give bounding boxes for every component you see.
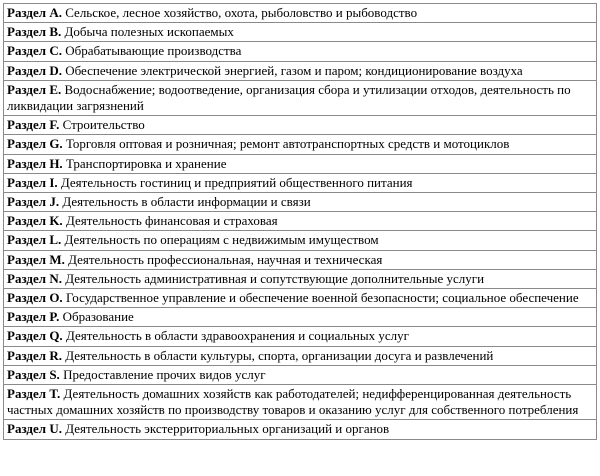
section-description: Транспортировка и хранение: [62, 155, 227, 171]
table-cell: [4, 365, 597, 384]
section-description: Строительство: [59, 117, 145, 133]
section-code: Раздел P.: [7, 309, 60, 325]
table-cell: [4, 327, 597, 346]
table-cell: [4, 154, 597, 173]
section-description: Добыча полезных ископаемых: [61, 24, 234, 40]
section-code: Раздел E.: [7, 81, 62, 97]
section-code: Раздел C.: [7, 43, 62, 59]
section-description: Деятельность гостиниц и предприятий общественного питания: [57, 174, 413, 190]
section-description: Деятельность финансовая и страховая: [62, 213, 278, 229]
section-code: Раздел J.: [7, 194, 60, 210]
section-description: Деятельность экстерриториальных организаций и органов: [61, 421, 390, 437]
table-row: [4, 308, 597, 327]
section-description: Водоснабжение; водоотведение, организация сбора и утилизации отходов, деятельность по ликвидации загрязнений: [7, 81, 571, 114]
table-cell: [4, 420, 597, 439]
table-row: [4, 173, 597, 192]
table-row: [4, 365, 597, 384]
table-row: [4, 289, 597, 308]
sections-table-body: [4, 4, 597, 440]
section-description: Обрабатывающие производства: [61, 43, 242, 59]
section-code: Раздел F.: [7, 117, 60, 133]
table-cell: [4, 385, 597, 420]
table-cell: [4, 135, 597, 154]
table-row: [4, 135, 597, 154]
table-cell: [4, 212, 597, 231]
section-description: Деятельность в области информации и связи: [59, 194, 311, 210]
table-cell: [4, 173, 597, 192]
section-description: Обеспечение электрической энергией, газом и паром; кондиционирование воздуха: [61, 62, 523, 78]
table-cell: [4, 23, 597, 42]
section-code: Раздел G.: [7, 136, 63, 152]
section-code: Раздел H.: [7, 155, 63, 171]
section-code: Раздел A.: [7, 5, 62, 20]
table-row: [4, 80, 597, 115]
section-code: Раздел R.: [7, 347, 62, 363]
table-row: [4, 420, 597, 439]
section-description: Предоставление прочих видов услуг: [59, 366, 266, 382]
section-description: Деятельность домашних хозяйств как работодателей; недифференцированная деятельность частных домашних хозяйств по производству товаров и оказанию услуг для собственного потребления: [7, 386, 579, 418]
section-description: Деятельность в области здравоохранения и социальных услуг: [62, 328, 409, 344]
section-description: Образование: [59, 309, 134, 325]
table-row: [4, 4, 597, 23]
table-row: [4, 327, 597, 346]
table-cell: [4, 308, 597, 327]
section-code: Раздел K.: [7, 213, 63, 229]
table-row: [4, 193, 597, 212]
table-cell: [4, 250, 597, 269]
section-code: Раздел N.: [7, 270, 62, 286]
section-code: Раздел B.: [7, 24, 62, 40]
table-row: [4, 116, 597, 135]
sections-table: [3, 3, 597, 440]
table-cell: [4, 289, 597, 308]
section-description: Деятельность по операциям с недвижимым имуществом: [61, 232, 379, 248]
section-description: Государственное управление и обеспечение военной безопасности; социальное обеспечение: [62, 290, 579, 306]
table-row: [4, 385, 597, 420]
table-row: [4, 269, 597, 288]
table-cell: [4, 269, 597, 288]
table-cell: [4, 80, 597, 115]
section-code: Раздел S.: [7, 366, 60, 382]
table-cell: [4, 116, 597, 135]
table-cell: [4, 193, 597, 212]
section-description: Сельское, лесное хозяйство, охота, рыболовство и рыбоводство: [61, 5, 418, 20]
table-row: [4, 61, 597, 80]
section-code: Раздел D.: [7, 62, 62, 78]
table-cell: [4, 4, 597, 23]
section-code: Раздел O.: [7, 290, 63, 306]
table-row: [4, 346, 597, 365]
section-code: Раздел T.: [7, 386, 61, 402]
section-description: Торговля оптовая и розничная; ремонт автотранспортных средств и мотоциклов: [62, 136, 510, 152]
section-code: Раздел I.: [7, 174, 58, 190]
table-row: [4, 250, 597, 269]
section-code: Раздел L.: [7, 232, 62, 248]
table-cell: [4, 231, 597, 250]
table-row: [4, 23, 597, 42]
table-cell: [4, 346, 597, 365]
table-row: [4, 231, 597, 250]
section-code: Раздел M.: [7, 251, 65, 267]
table-row: [4, 42, 597, 61]
table-row: [4, 212, 597, 231]
section-description: Деятельность административная и сопутствующие дополнительные услуги: [61, 270, 485, 286]
table-row: [4, 154, 597, 173]
section-description: Деятельность профессиональная, научная и техническая: [64, 251, 383, 267]
section-code: Раздел Q.: [7, 328, 63, 344]
table-cell: [4, 42, 597, 61]
section-description: Деятельность в области культуры, спорта, организации досуга и развлечений: [61, 347, 494, 363]
table-cell: [4, 61, 597, 80]
section-code: Раздел U.: [7, 421, 62, 437]
